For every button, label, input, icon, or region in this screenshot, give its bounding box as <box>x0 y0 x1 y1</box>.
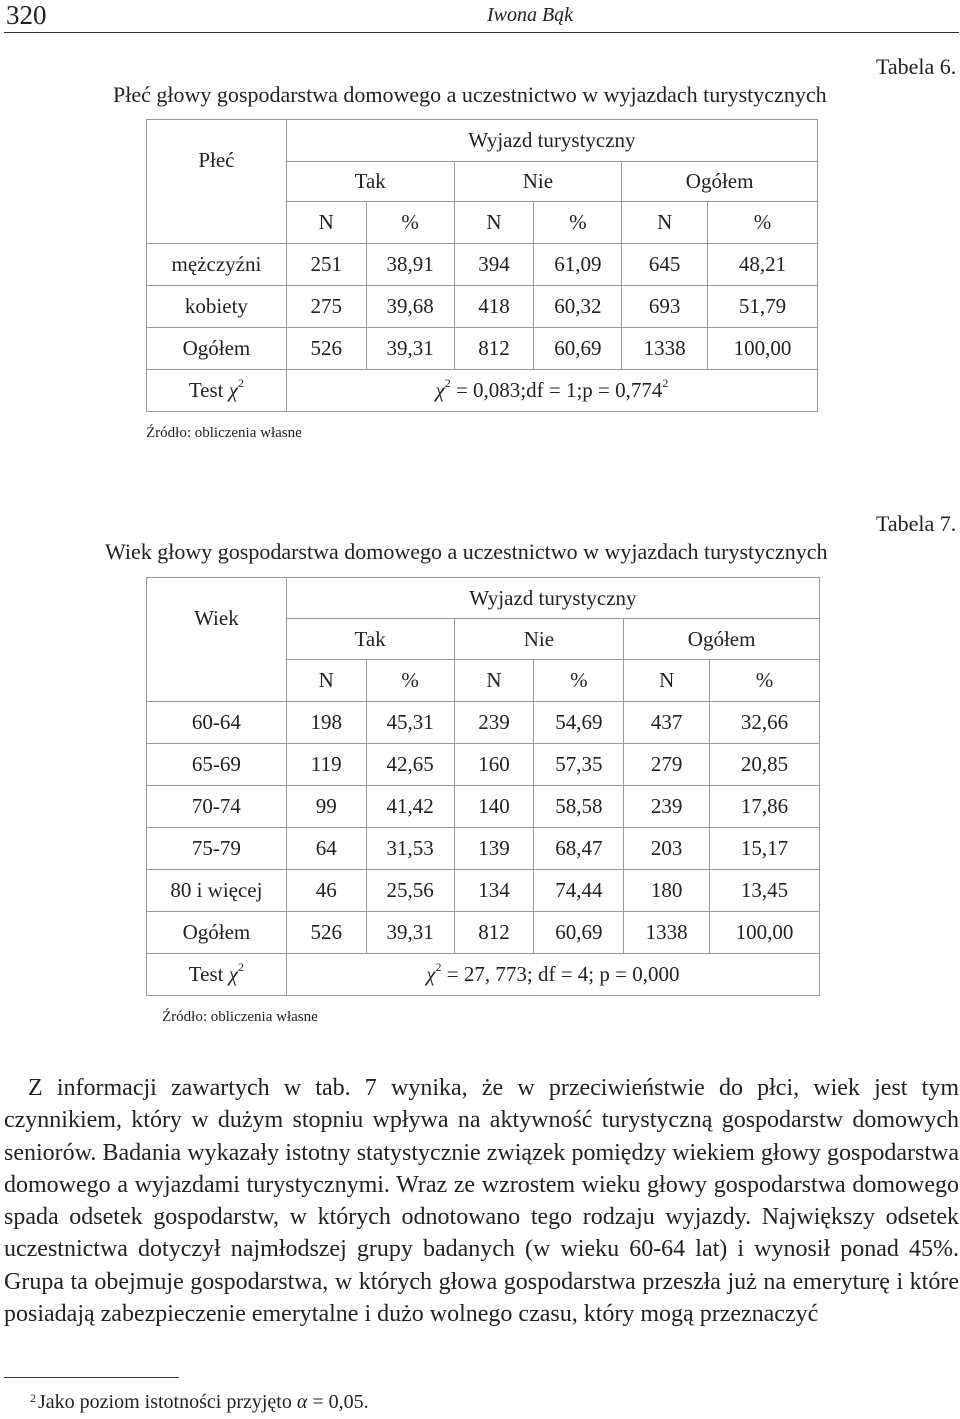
table7-row-header: Wiek <box>147 578 287 660</box>
table7 <box>146 577 820 996</box>
table6-test-row <box>147 370 818 412</box>
table7-col: N <box>286 660 366 702</box>
table-cell: 180 <box>624 870 710 912</box>
table-row <box>147 870 820 912</box>
table-cell: 68,47 <box>534 828 624 870</box>
table-cell: 437 <box>624 702 710 744</box>
table7-group-header: Wyjazd turystyczny <box>286 578 819 619</box>
table-cell: 645 <box>622 244 708 286</box>
table6-col: N <box>454 202 534 244</box>
table-cell: 42,65 <box>366 744 454 786</box>
table-row <box>147 286 818 328</box>
table6 <box>146 119 818 412</box>
table6-row-header: Płeć <box>147 120 287 202</box>
table7-subgroup-nie: Nie <box>454 619 624 660</box>
table-cell: 140 <box>454 786 534 828</box>
table-cell: 100,00 <box>708 328 818 370</box>
table7-label: Tabela 7. <box>876 511 957 536</box>
table-cell: 418 <box>454 286 534 328</box>
table6-test-label: Test $\chi^2$ <box>147 370 287 412</box>
table-cell: 75-79 <box>147 828 287 870</box>
table-row <box>147 744 820 786</box>
table-cell: 526 <box>286 328 366 370</box>
table-cell: 279 <box>624 744 710 786</box>
table6-col-header-row <box>147 202 818 244</box>
table-row <box>147 828 820 870</box>
table-cell: 65-69 <box>147 744 287 786</box>
table-cell: 160 <box>454 744 534 786</box>
table-cell: 251 <box>286 244 366 286</box>
table-row <box>147 786 820 828</box>
table-row <box>147 702 820 744</box>
table-cell: 58,58 <box>534 786 624 828</box>
table-cell: 70-74 <box>147 786 287 828</box>
table-cell: 32,66 <box>710 702 820 744</box>
table-cell: 239 <box>454 702 534 744</box>
table7-col: N <box>454 660 534 702</box>
table6-group-header: Wyjazd turystyczny <box>286 120 817 162</box>
table6-source: Źródło: obliczenia własne <box>146 425 302 441</box>
table6-subgroup-tak: Tak <box>286 162 454 202</box>
table-cell: Ogółem <box>147 328 287 370</box>
table-cell: 46 <box>286 870 366 912</box>
table6-col: N <box>286 202 366 244</box>
table-cell: 239 <box>624 786 710 828</box>
table-cell: 134 <box>454 870 534 912</box>
table-cell: 693 <box>622 286 708 328</box>
table-cell: 394 <box>454 244 534 286</box>
table7-caption: Wiek głowy gospodarstwa domowego a uczestnictwo w wyjazdach turystycznych <box>105 539 828 564</box>
table-row <box>147 244 818 286</box>
table-cell: 74,44 <box>534 870 624 912</box>
table6-corner <box>147 202 287 244</box>
table-cell: 57,35 <box>534 744 624 786</box>
table7-col: % <box>710 660 820 702</box>
table-cell: 15,17 <box>710 828 820 870</box>
table7-col: % <box>366 660 454 702</box>
table-cell: 60-64 <box>147 702 287 744</box>
table-cell: 61,09 <box>534 244 622 286</box>
table-cell: 275 <box>286 286 366 328</box>
table6-test-value: $\chi^2$ = 0,083;df = 1;p = $0,774^2$ <box>286 370 817 412</box>
table-cell: 13,45 <box>710 870 820 912</box>
table7-col: N <box>624 660 710 702</box>
table-cell: 119 <box>286 744 366 786</box>
table-cell: 1338 <box>624 912 710 954</box>
table-cell: 60,69 <box>534 912 624 954</box>
table-cell: 60,32 <box>534 286 622 328</box>
table-cell: 39,31 <box>366 912 454 954</box>
table-cell: 39,68 <box>366 286 454 328</box>
table-cell: mężczyźni <box>147 244 287 286</box>
table-cell: 100,00 <box>710 912 820 954</box>
table-cell: 203 <box>624 828 710 870</box>
page-number: 320 <box>6 0 47 30</box>
table7-source: Źródło: obliczenia własne <box>162 1009 318 1025</box>
table6-subgroup-nie: Nie <box>454 162 622 202</box>
table7-test-label: Test $\chi^2$ <box>147 954 287 996</box>
table-cell: 64 <box>286 828 366 870</box>
table-cell: Ogółem <box>147 912 287 954</box>
table-cell: 39,31 <box>366 328 454 370</box>
table-cell: 812 <box>454 328 534 370</box>
table-row <box>147 328 818 370</box>
footnote: 2 Jako poziom istotności przyjęto α = 0,05. <box>30 1391 369 1413</box>
table6-subgroup-ogolem: Ogółem <box>622 162 818 202</box>
table-cell: 1338 <box>622 328 708 370</box>
table-cell: kobiety <box>147 286 287 328</box>
table-cell: 812 <box>454 912 534 954</box>
table-cell: 51,79 <box>708 286 818 328</box>
table-cell: 20,85 <box>710 744 820 786</box>
table-cell: 38,91 <box>366 244 454 286</box>
table6-caption: Płeć głowy gospodarstwa domowego a uczestnictwo w wyjazdach turystycznych <box>113 82 827 107</box>
body-paragraph: Z informacji zawartych w tab. 7 wynika, że w przeciwieństwie do płci, wiek jest tym czynnikiem, który w dużym stopniu wpływa na aktywność turystyczną gospodarstw domowych seniorów. Badania wykazały istotny statystycznie związek pomiędzy wiekiem głowy gospodarstwa domowego a wyjazdami turystycznymi. Wraz ze wzrostem wieku głowy gospodarstwa domowego spada odsetek gospodarstw, w których odnotowano tego rodzaju wyjazdy. Największy odsetek uczestnictwa dotyczył najmłodszej grupy badanych (w wieku 60-64 lat) i wynosił ponad 45%. Grupa ta obejmuje gospodarstwa, w których głowa gospodarstwa przeszła już na emeryturę i które posiadają zabezpieczenie emerytalne i dużo wolnego czasu, który mogą przeznaczyć <box>4 1075 959 1328</box>
table-cell: 48,21 <box>708 244 818 286</box>
table7-test-value: $\chi^2 = 27$, 773; df = 4; p = 0,000 <box>286 954 819 996</box>
table-cell: 45,31 <box>366 702 454 744</box>
table6-label: Tabela 6. <box>876 54 957 79</box>
running-head-author: Iwona Bąk <box>486 4 574 26</box>
table6-col: % <box>366 202 454 244</box>
table-cell: 31,53 <box>366 828 454 870</box>
table-cell: 526 <box>286 912 366 954</box>
table7-subgroup-ogolem: Ogółem <box>624 619 820 660</box>
table6-col: % <box>534 202 622 244</box>
table-cell: 60,69 <box>534 328 622 370</box>
table-cell: 198 <box>286 702 366 744</box>
header-rule <box>4 32 959 33</box>
table-cell: 139 <box>454 828 534 870</box>
table6-col: N <box>622 202 708 244</box>
table7-subgroup-tak: Tak <box>286 619 454 660</box>
table7-col-header-row <box>147 660 820 702</box>
table-cell: 41,42 <box>366 786 454 828</box>
table-cell: 80 i więcej <box>147 870 287 912</box>
table7-col: % <box>534 660 624 702</box>
table-cell: 54,69 <box>534 702 624 744</box>
table-cell: 25,56 <box>366 870 454 912</box>
table-cell: 17,86 <box>710 786 820 828</box>
table-cell: 99 <box>286 786 366 828</box>
table-row <box>147 912 820 954</box>
footnote-marker: 2 <box>30 1391 36 1405</box>
table6-col: % <box>708 202 818 244</box>
footnote-rule <box>4 1377 179 1378</box>
table7-corner <box>147 660 287 702</box>
table7-test-row <box>147 954 820 996</box>
